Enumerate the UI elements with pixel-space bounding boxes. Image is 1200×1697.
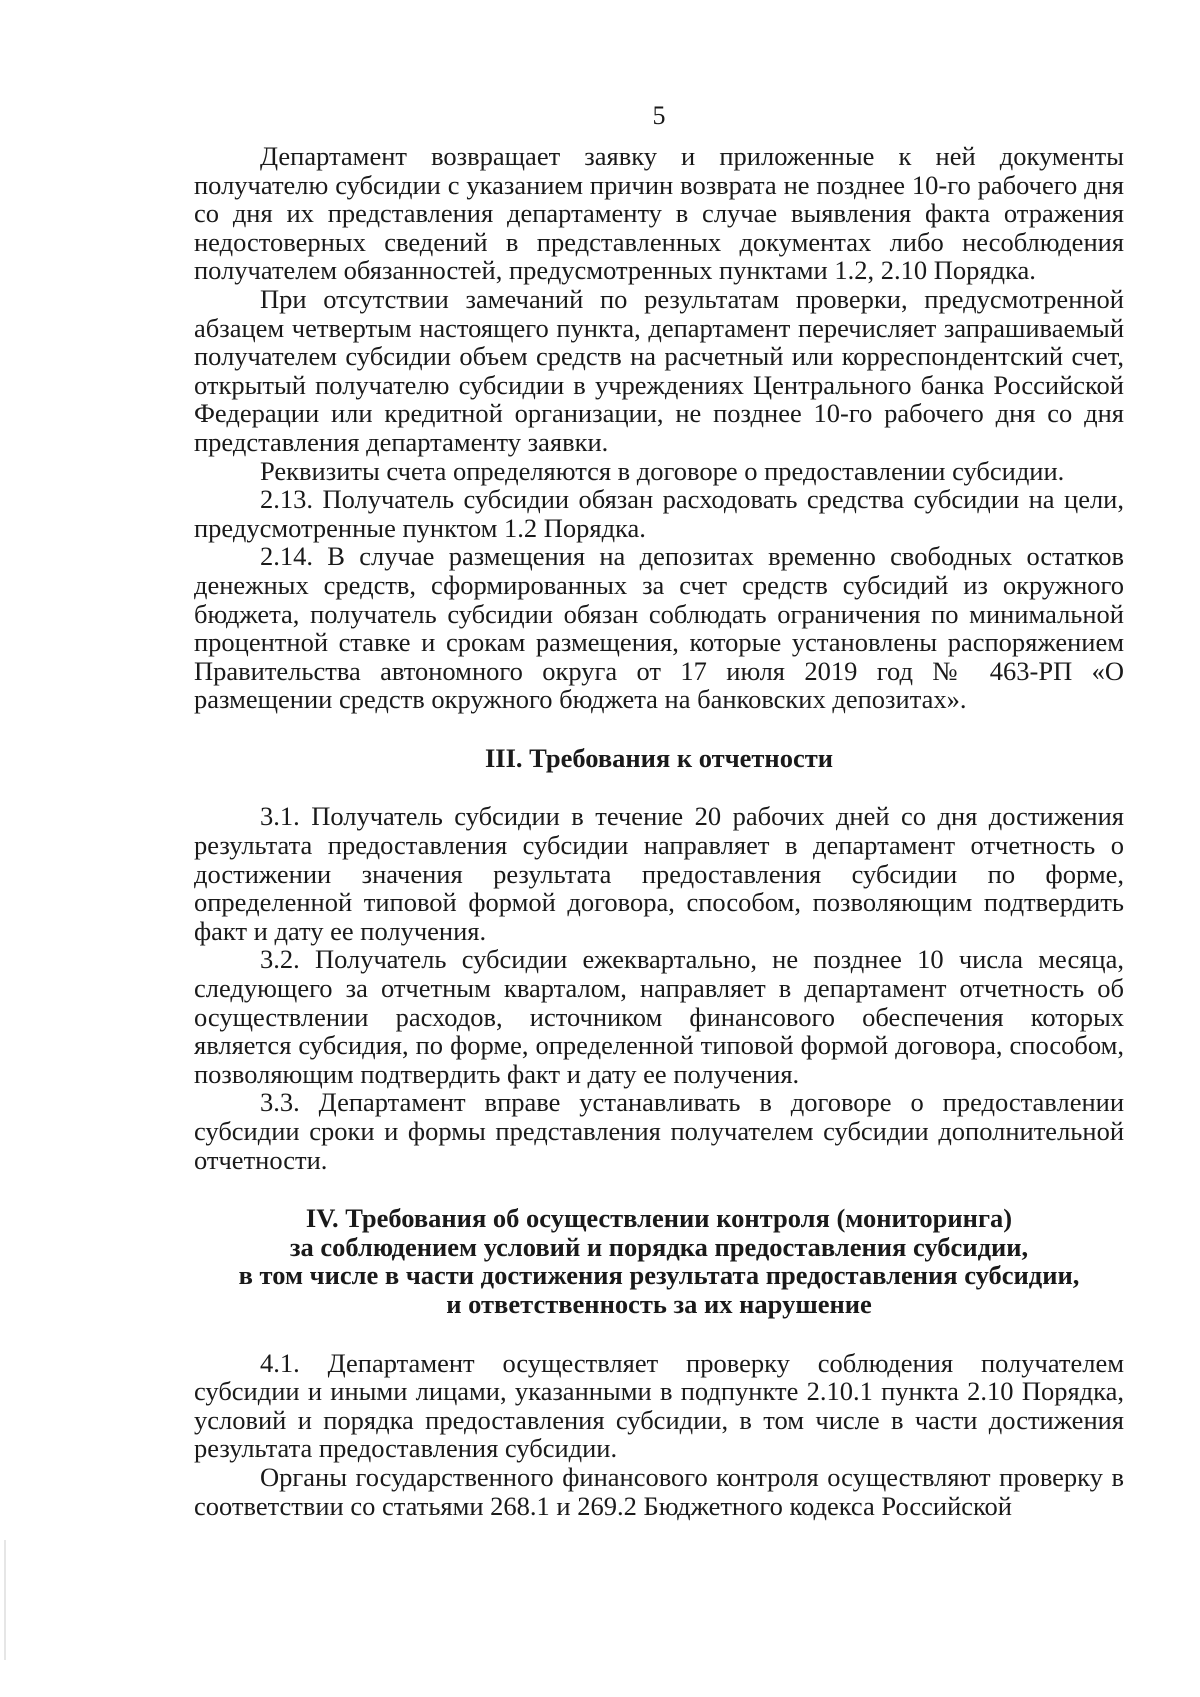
document-body	[194, 142, 1124, 1520]
paragraph-2-14: 2.14. В случае размещения на депозитах временно свободных остатков денежных средств, сформированных за счет средств субсидий из окружного бюджета, получатель субсидии обязан соблюдать ограничения по минимальной процентной ставке и срокам размещения, которые установлены распоряжением Правительства автономного округа от 17 июля 2019 год № 463-РП «О размещении средств окружного бюджета на банковских депозитах».	[194, 541, 1124, 715]
paragraph-3-2: 3.2. Получатель субсидии ежеквартально, не позднее 10 числа месяца, следующего за отчетным кварталом, направляет в департамент отчетность об осуществлении расходов, источником финансового обеспечения которых является субсидия, по форме, определенной типовой формой договора, способом, позволяющим подтвердить факт и дату ее получения.	[194, 944, 1124, 1089]
paragraph-3-1: 3.1. Получатель субсидии в течение 20 рабочих дней со дня достижения результата предоставления субсидии направляет в департамент отчетность о достижении значения результата предоставления субсидии по форме, определенной типовой формой договора, способом, позволяющим подтвердить факт и дату ее получения.	[194, 801, 1124, 946]
paragraph-financial-control: Органы государственного финансового контроля осуществляют проверку в соответствии со статьями 268.1 и 269.2 Бюджетного кодекса Российской	[194, 1461, 1124, 1521]
paragraph-transfer-funds: При отсутствии замечаний по результатам проверки, предусмотренной абзацем четвертым настоящего пункта, департамент перечисляет запрашиваемый получателем субсидии объем средств на расчетный или корреспондентский счет, открытый получателю субсидии в учреждениях Центрального банка Российской Федерации или кредитной организации, не позднее 10-го рабочего дня со дня представления департаменту заявки.	[194, 283, 1124, 457]
paragraph-account-details: Реквизиты счета определяются в договоре о предоставлении субсидии.	[260, 455, 1065, 486]
paragraph-3-3: 3.3. Департамент вправе устанавливать в договоре о предоставлении субсидии сроки и формы представления получателем субсидии дополнительной отчетности.	[194, 1087, 1124, 1175]
section-4-heading-line: и ответственность за их нарушение	[446, 1288, 872, 1319]
paragraph-return-application: Департамент возвращает заявку и приложенные к ней документы получателю субсидии с указанием причин возврата не позднее 10-го рабочего дня со дня их представления департаменту в случае выявления факта отражения недостоверных сведений в представленных документах либо несоблюдения получателем обязанностей, предусмотренных пунктами 1.2, 2.10 Порядка.	[194, 141, 1124, 286]
section-4-heading-line: за соблюдением условий и порядка предоставления субсидии,	[289, 1231, 1029, 1262]
page-number: 5	[652, 101, 666, 130]
section-4-heading	[194, 1204, 1124, 1318]
paragraph-2-13: 2.13. Получатель субсидии обязан расходовать средства субсидии на цели, предусмотренные пунктом 1.2 Порядка.	[194, 484, 1124, 543]
section-4-heading-line: IV. Требования об осуществлении контроля (мониторинга)	[305, 1203, 1013, 1234]
section-3-heading: III. Требования к отчетности	[484, 742, 833, 773]
scan-edge-mark	[4, 1540, 6, 1660]
section-4-heading-line: в том числе в части достижения результата предоставления субсидии,	[238, 1260, 1080, 1291]
paragraph-4-1: 4.1. Департамент осуществляет проверку соблюдения получателем субсидии и иными лицами, указанными в подпункте 2.10.1 пункта 2.10 Порядка, условий и порядка предоставления субсидии, в том числе в части достижения результата предоставления субсидии.	[194, 1347, 1124, 1464]
